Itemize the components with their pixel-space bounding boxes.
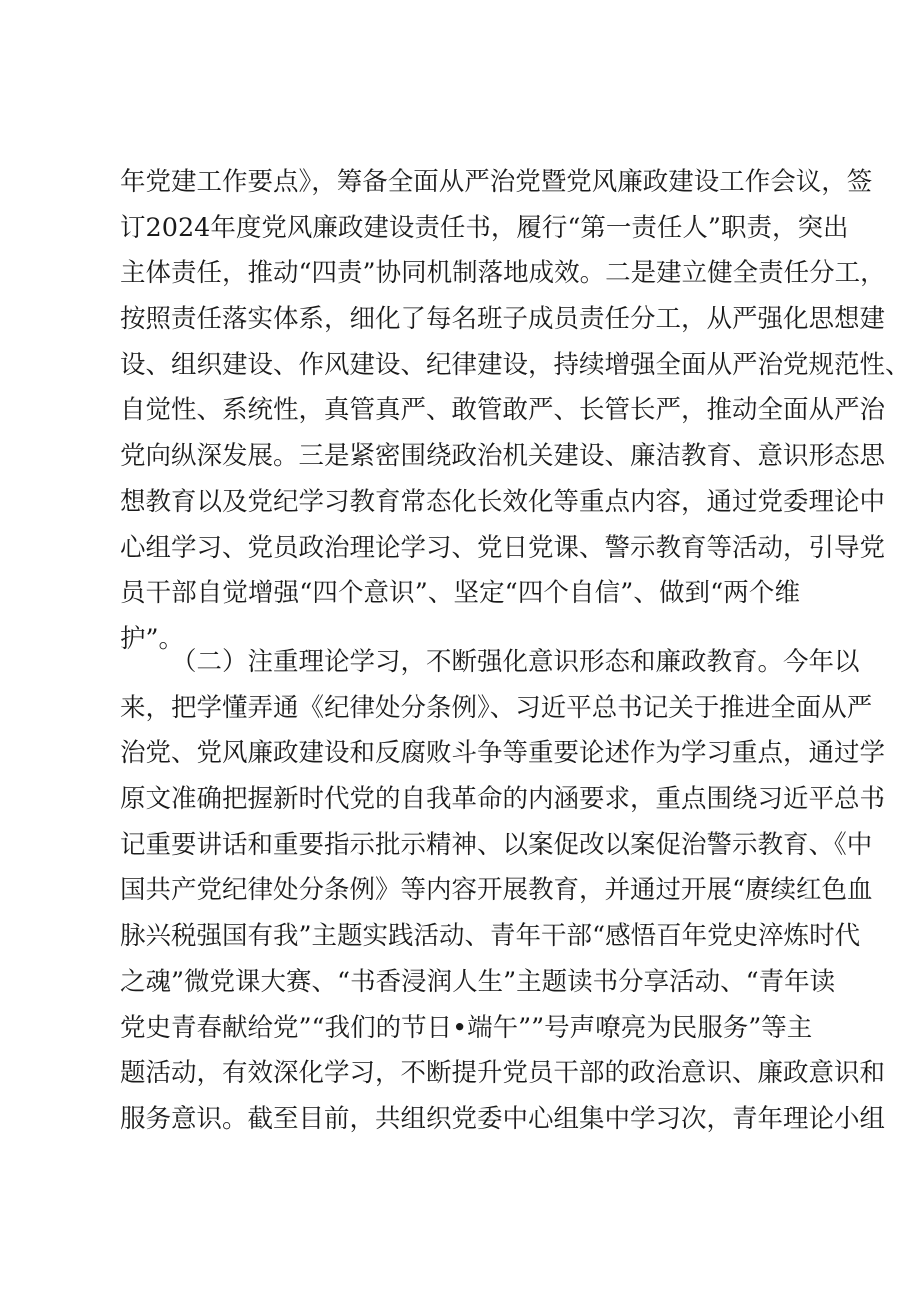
paragraph-line: 订2024年度党风廉政建设责任书，履行“第一责任人”职责，突出 <box>120 212 849 243</box>
paragraph-line: 脉兴税强国有我”主题实践活动、青年干部“感悟百年党史淬炼时代 <box>120 921 861 952</box>
paragraph-line: 国共产党纪律处分条例》等内容开展教育，并通过开展“赓续红色血 <box>120 875 873 906</box>
paragraph-line: 自觉性、系统性，真管真严、敢管敢严、长管长严，推动全面从严治 <box>120 395 886 426</box>
paragraph-line: 党向纵深发展。三是紧密围绕政治机关建设、廉洁教育、意识形态思 <box>120 441 886 472</box>
paragraph-line: 按照责任落实体系，细化了每名班子成员责任分工，从严强化思想建 <box>120 304 886 335</box>
paragraph-line: 员干部自觉增强“四个意识”、坚定“四个自信”、做到“两个维 <box>120 578 800 609</box>
paragraph-line: 来，把学懂弄通《纪律处分条例》、习近平总书记关于推进全面从严 <box>120 692 873 723</box>
section-heading-line: （二）注重理论学习，不断强化意识形态和廉政教育。今年以 <box>171 647 860 677</box>
paragraph-line: 原文准确把握新时代党的自我革命的内涵要求，重点围绕习近平总书 <box>120 784 886 815</box>
paragraph-line: 主体责任，推动“四责”协同机制落地成效。二是建立健全责任分工， <box>120 258 886 289</box>
paragraph-line: 题活动，有效深化学习，不断提升党员干部的政治意识、廉政意识和 <box>120 1058 886 1089</box>
paragraph-line: 服务意识。截至目前，共组织党委中心组集中学习次，青年理论小组 <box>120 1103 886 1134</box>
paragraph-line: 治党、党风廉政建设和反腐败斗争等重要论述作为学习重点，通过学 <box>120 738 886 769</box>
paragraph-line: 想教育以及党纪学习教育常态化长效化等重点内容，通过党委理论中 <box>120 486 886 517</box>
paragraph-line: 党史青春献给党”“我们的节日•端午””号声嘹亮为民服务”等主 <box>120 1012 813 1043</box>
paragraph-2 <box>120 640 886 1143</box>
paragraph-line: 之魂”微党课大赛、“书香浸润人生”主题读书分享活动、“青年读 <box>120 966 836 997</box>
paragraph-line: 护”。 <box>120 623 185 654</box>
paragraph-line: 心组学习、党员政治理论学习、党日党课、警示教育等活动，引导党 <box>120 532 886 563</box>
paragraph-line: 记重要讲话和重要指示批示精神、以案促改以案促治警示教育、《中 <box>120 829 873 860</box>
paragraph-line: 设、组织建设、作风建设、纪律建设，持续增强全面从严治党规范性、 <box>120 349 911 380</box>
paragraph-line: 年党建工作要点》，筹备全面从严治党暨党风廉政建设工作会议，签 <box>120 167 873 197</box>
